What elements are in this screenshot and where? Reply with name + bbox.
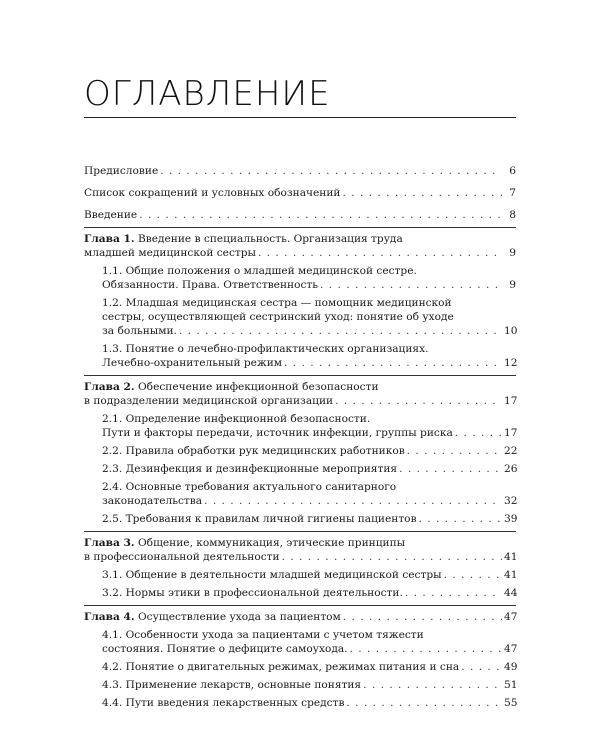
toc-page-number: 41 — [504, 569, 518, 581]
dot-leader — [343, 610, 502, 624]
dot-leader — [335, 394, 502, 408]
toc-chapter-3[interactable] — [84, 536, 516, 564]
toc-section-1-1[interactable] — [102, 264, 516, 292]
section-text: Обязанности. Права. Ответственность — [102, 279, 319, 291]
toc-page-number: 17 — [504, 395, 518, 407]
toc-page-number: 41 — [504, 551, 518, 563]
section-text: за больными. — [102, 325, 177, 337]
toc-chapter-2[interactable] — [84, 380, 516, 408]
toc-entry-abbreviations[interactable] — [84, 186, 516, 200]
toc-section-4-1[interactable] — [102, 628, 516, 656]
chapter-title: Обеспечение инфекционной безопасности — [138, 381, 379, 393]
dot-leader — [204, 494, 502, 508]
chapter-divider — [84, 375, 516, 376]
toc-entry-text: Введение — [84, 209, 138, 221]
dot-leader — [160, 164, 502, 178]
dot-leader — [407, 444, 502, 458]
toc-page-number: 8 — [509, 209, 516, 221]
toc-section-2-5[interactable] — [102, 512, 516, 526]
chapter-title-cont: в профессиональной деятельности — [84, 551, 280, 563]
toc-page-number: 17 — [504, 427, 518, 439]
dot-leader — [282, 550, 502, 564]
toc-section-2-2[interactable] — [102, 444, 516, 458]
section-text: 2.1. Определение инфекционной безопасности. — [102, 413, 371, 425]
chapter-divider — [84, 531, 516, 532]
dot-leader — [350, 642, 502, 656]
dot-leader — [139, 208, 502, 222]
chapter-label: Глава 3. — [84, 537, 135, 549]
toc-section-1-3[interactable] — [102, 342, 516, 370]
section-text: 2.4. Основные требования актуального санитарного — [102, 481, 397, 493]
dot-leader — [258, 246, 502, 260]
chapter-title-cont: в подразделении медицинской организации — [84, 395, 334, 407]
toc-section-3-1[interactable] — [102, 568, 516, 582]
table-of-contents — [84, 164, 516, 710]
toc-section-4-2[interactable] — [102, 660, 516, 674]
toc-section-2-4[interactable] — [102, 480, 516, 508]
toc-page-number: 47 — [504, 611, 518, 623]
title-rule — [84, 117, 516, 118]
dot-leader — [320, 278, 502, 292]
toc-section-2-1[interactable] — [102, 412, 516, 440]
chapter-title: Осуществление ухода за пациентом — [138, 611, 341, 623]
toc-entry-preface[interactable] — [84, 164, 516, 178]
section-text: сестры, осуществляющей сестринский уход: понятие об уходе — [102, 311, 454, 323]
section-text: законодательства — [102, 495, 203, 507]
section-text: 2.3. Дезинфекция и дезинфекционные мероприятия — [102, 463, 398, 475]
dot-leader — [342, 186, 502, 200]
dot-leader — [284, 356, 502, 370]
dot-leader — [419, 512, 502, 526]
toc-page-number: 44 — [504, 587, 518, 599]
toc-page-number: 7 — [509, 187, 516, 199]
chapter-divider — [84, 605, 516, 606]
section-text: 3.2. Нормы этики в профессиональной деятельности. — [102, 587, 403, 599]
section-text: 1.2. Младшая медицинская сестра — помощник медицинской — [102, 297, 452, 309]
toc-page-number: 10 — [504, 325, 518, 337]
dot-leader — [455, 426, 502, 440]
toc-page-number: 55 — [504, 697, 518, 709]
chapter-label: Глава 4. — [84, 611, 135, 623]
toc-page-number: 9 — [509, 247, 516, 259]
chapter-label: Глава 1. — [84, 233, 135, 245]
section-text: 3.1. Общение в деятельности младшей медицинской сестры — [102, 569, 442, 581]
toc-section-4-3[interactable] — [102, 678, 516, 692]
chapter-divider — [84, 227, 516, 228]
toc-section-1-2[interactable] — [102, 296, 516, 338]
toc-entry-introduction[interactable] — [84, 208, 516, 222]
page-title: ОГЛАВЛЕНИЕ — [84, 74, 331, 114]
toc-page-number: 26 — [504, 463, 518, 475]
toc-section-3-2[interactable] — [102, 586, 516, 600]
toc-page-number: 32 — [504, 495, 518, 507]
toc-page-number: 9 — [509, 279, 516, 291]
section-text: Лечебно-охранительный режим — [102, 357, 282, 369]
section-text: состояния. Понятие о дефиците самоухода. — [102, 643, 348, 655]
section-text: Пути и факторы передачи, источник инфекции, группы риска — [102, 427, 453, 439]
toc-entry-text: Список сокращений и условных обозначений — [84, 187, 341, 199]
chapter-title: Общение, коммуникация, этические принципы — [138, 537, 406, 549]
dot-leader — [399, 462, 502, 476]
dot-leader — [179, 324, 502, 338]
toc-page-number: 6 — [509, 165, 516, 177]
section-text: 4.4. Пути введения лекарственных средств — [102, 697, 345, 709]
section-text: 2.5. Требования к правилам личной гигиены пациентов — [102, 513, 417, 525]
dot-leader — [346, 696, 502, 710]
toc-entry-text: Предисловие — [84, 165, 159, 177]
chapter-label: Глава 2. — [84, 381, 135, 393]
section-text: 1.1. Общие положения о младшей медицинской сестре. — [102, 265, 417, 277]
toc-chapter-4[interactable] — [84, 610, 516, 624]
toc-page-number: 22 — [504, 445, 518, 457]
toc-chapter-1[interactable] — [84, 232, 516, 260]
chapter-title: Введение в специальность. Организация труда — [138, 233, 403, 245]
toc-section-4-4[interactable] — [102, 696, 516, 710]
toc-page-number: 51 — [504, 679, 518, 691]
section-text: 2.2. Правила обработки рук медицинских работников — [102, 445, 405, 457]
toc-section-2-3[interactable] — [102, 462, 516, 476]
toc-page-number: 12 — [504, 357, 518, 369]
dot-leader — [363, 678, 502, 692]
toc-page-number: 49 — [504, 661, 518, 673]
toc-page-number: 47 — [504, 643, 518, 655]
section-text: 4.1. Особенности ухода за пациентами с учетом тяжести — [102, 629, 424, 641]
section-text: 4.2. Понятие о двигательных режимах, режимах питания и сна — [102, 661, 460, 673]
section-text: 1.3. Понятие о лечебно-профилактических организациях. — [102, 343, 429, 355]
chapter-title-cont: младшей медицинской сестры — [84, 247, 256, 259]
dot-leader — [444, 568, 502, 582]
dot-leader — [461, 660, 502, 674]
toc-page-number: 39 — [504, 513, 518, 525]
dot-leader — [405, 586, 502, 600]
section-text: 4.3. Применение лекарств, основные понятия — [102, 679, 362, 691]
